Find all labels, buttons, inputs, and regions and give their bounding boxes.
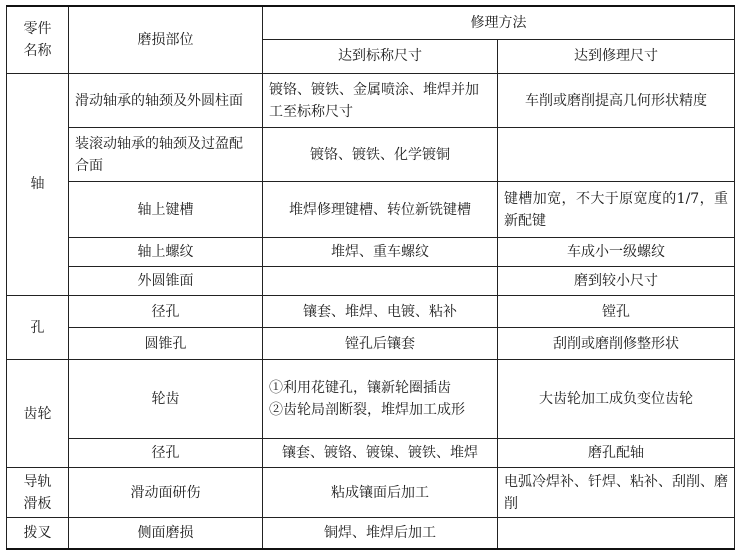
wear-location-cell: 装滚动轴承的轴颈及过盈配合面 <box>69 128 263 182</box>
repair-method-cell: 电弧冷焊补、钎焊、粘补、刮削、磨削 <box>498 467 735 517</box>
wear-location-cell: 外圆锥面 <box>69 266 263 295</box>
repair-method-cell <box>498 518 735 549</box>
nominal-method-cell <box>263 266 498 295</box>
repair-method-cell: 磨到较小尺寸 <box>498 266 735 295</box>
repair-method-cell: 磨孔配轴 <box>498 438 735 467</box>
repair-method-cell: 镗孔 <box>498 296 735 328</box>
nominal-method-cell: 镗孔后镶套 <box>263 328 498 360</box>
repair-method-cell: 刮削或磨削修整形状 <box>498 328 735 360</box>
nominal-method-cell: 堆焊、重车螺纹 <box>263 237 498 266</box>
part-name-gear: 齿轮 <box>7 360 69 468</box>
wear-location-cell: 轴上螺纹 <box>69 237 263 266</box>
header-to-nominal-size: 达到标称尺寸 <box>263 39 498 73</box>
part-name-guide-rail-slide: 导轨 滑板 <box>7 467 69 517</box>
part-name-shaft: 轴 <box>7 73 69 295</box>
header-wear-location: 磨损部位 <box>69 6 263 73</box>
nominal-method-cell: 镀铬、镀铁、化学镀铜 <box>263 128 498 182</box>
repair-method-cell: 键槽加宽，不大于原宽度的1/7，重新配键 <box>498 182 735 237</box>
nominal-method-cell: 镀铬、镀铁、金属喷涂、堆焊并加工至标称尺寸 <box>263 73 498 127</box>
repair-method-cell: 大齿轮加工成负变位齿轮 <box>498 360 735 438</box>
repair-method-cell: 车削或磨削提高几何形状精度 <box>498 73 735 127</box>
header-to-repair-size: 达到修理尺寸 <box>498 39 735 73</box>
wear-location-cell: 侧面磨损 <box>69 518 263 549</box>
wear-location-cell: 轮齿 <box>69 360 263 438</box>
nominal-method-cell: 粘成镶面后加工 <box>263 467 498 517</box>
wear-location-cell: 径孔 <box>69 296 263 328</box>
nominal-method-cell: 堆焊修理键槽、转位新铣键槽 <box>263 182 498 237</box>
header-repair-method: 修理方法 <box>263 6 735 39</box>
part-name-hole: 孔 <box>7 296 69 360</box>
wear-location-cell: 圆锥孔 <box>69 328 263 360</box>
repair-methods-table <box>6 5 735 550</box>
nominal-method-cell: 镶套、镀铬、镀镍、镀铁、堆焊 <box>263 438 498 467</box>
nominal-method-cell: 铜焊、堆焊后加工 <box>263 518 498 549</box>
wear-location-cell: 滑动轴承的轴颈及外圆柱面 <box>69 73 263 127</box>
wear-location-cell: 径孔 <box>69 438 263 467</box>
repair-method-cell: 车成小一级螺纹 <box>498 237 735 266</box>
nominal-method-cell: 镶套、堆焊、电镀、粘补 <box>263 296 498 328</box>
wear-location-cell: 滑动面研伤 <box>69 467 263 517</box>
nominal-method-cell: ①利用花键孔，镶新轮圈插齿 ②齿轮局剖断裂，堆焊加工成形 <box>263 360 498 438</box>
part-name-shift-fork: 拨叉 <box>7 518 69 549</box>
header-part-name: 零件 名称 <box>7 6 69 73</box>
repair-method-cell <box>498 128 735 182</box>
wear-location-cell: 轴上键槽 <box>69 182 263 237</box>
